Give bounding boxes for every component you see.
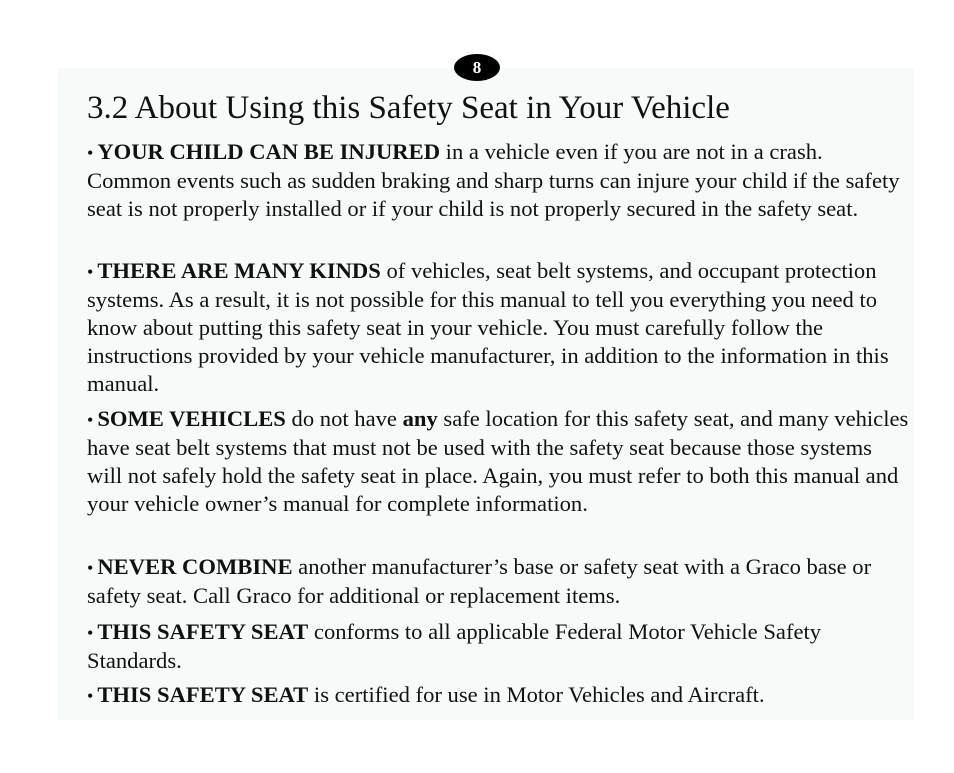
bullet-icon: • — [87, 410, 94, 430]
bullet-icon: • — [87, 262, 94, 282]
item-lead: THIS SAFETY SEAT — [97, 682, 309, 707]
item-emphasis: any — [402, 406, 438, 431]
bullet-icon: • — [87, 623, 94, 643]
item-lead: THERE ARE MANY KINDS — [97, 258, 381, 283]
item-text: safe location for this safety seat, and many vehicles have seat belt systems that must not be used with the safety seat because those systems will not safely hold the safety seat in place. Again, you must refer to both this manual and your vehicle owner’s manual for complete information. — [87, 406, 909, 516]
item-text: another manufacturer’s base or safety seat with a Graco base or safety seat. Call Graco for additional or replacement items. — [87, 554, 872, 608]
warning-item-some-vehicles — [87, 405, 909, 518]
warning-item-injury — [87, 138, 909, 223]
compliance-item-fmvss — [87, 618, 909, 675]
item-text: conforms to all applicable Federal Motor Vehicle Safety Standards. — [87, 619, 822, 673]
bullet-icon: • — [87, 558, 94, 578]
item-text: in a vehicle even if you are not in a crash. Common events such as sudden braking and sharp turns can injure your child if the safety seat is not properly installed or if your child is not properly secured in the safety seat. — [87, 139, 900, 221]
item-lead: NEVER COMBINE — [97, 554, 293, 579]
bullet-icon: • — [87, 686, 94, 706]
bullet-icon: • — [87, 143, 94, 163]
item-text: of vehicles, seat belt systems, and occupant protection systems. As a result, it is not possible for this manual to tell you everything you need to know about putting this safety seat in your vehicle. You must carefully follow the instructions provided by your vehicle manufacturer, in addition to the information in this manual. — [87, 258, 889, 396]
compliance-item-aircraft — [87, 681, 909, 710]
item-lead: THIS SAFETY SEAT — [97, 619, 309, 644]
item-lead: YOUR CHILD CAN BE INJURED — [97, 139, 441, 164]
item-text: is certified for use in Motor Vehicles and Aircraft. — [308, 682, 765, 707]
item-text: do not have — [285, 406, 403, 431]
page-number-badge: 8 — [454, 54, 500, 81]
warning-item-never-combine — [87, 553, 909, 610]
section-title: 3.2 About Using this Safety Seat in Your Vehicle — [87, 90, 730, 126]
warning-item-vehicle-kinds — [87, 257, 909, 398]
item-lead: SOME VEHICLES — [97, 406, 286, 431]
